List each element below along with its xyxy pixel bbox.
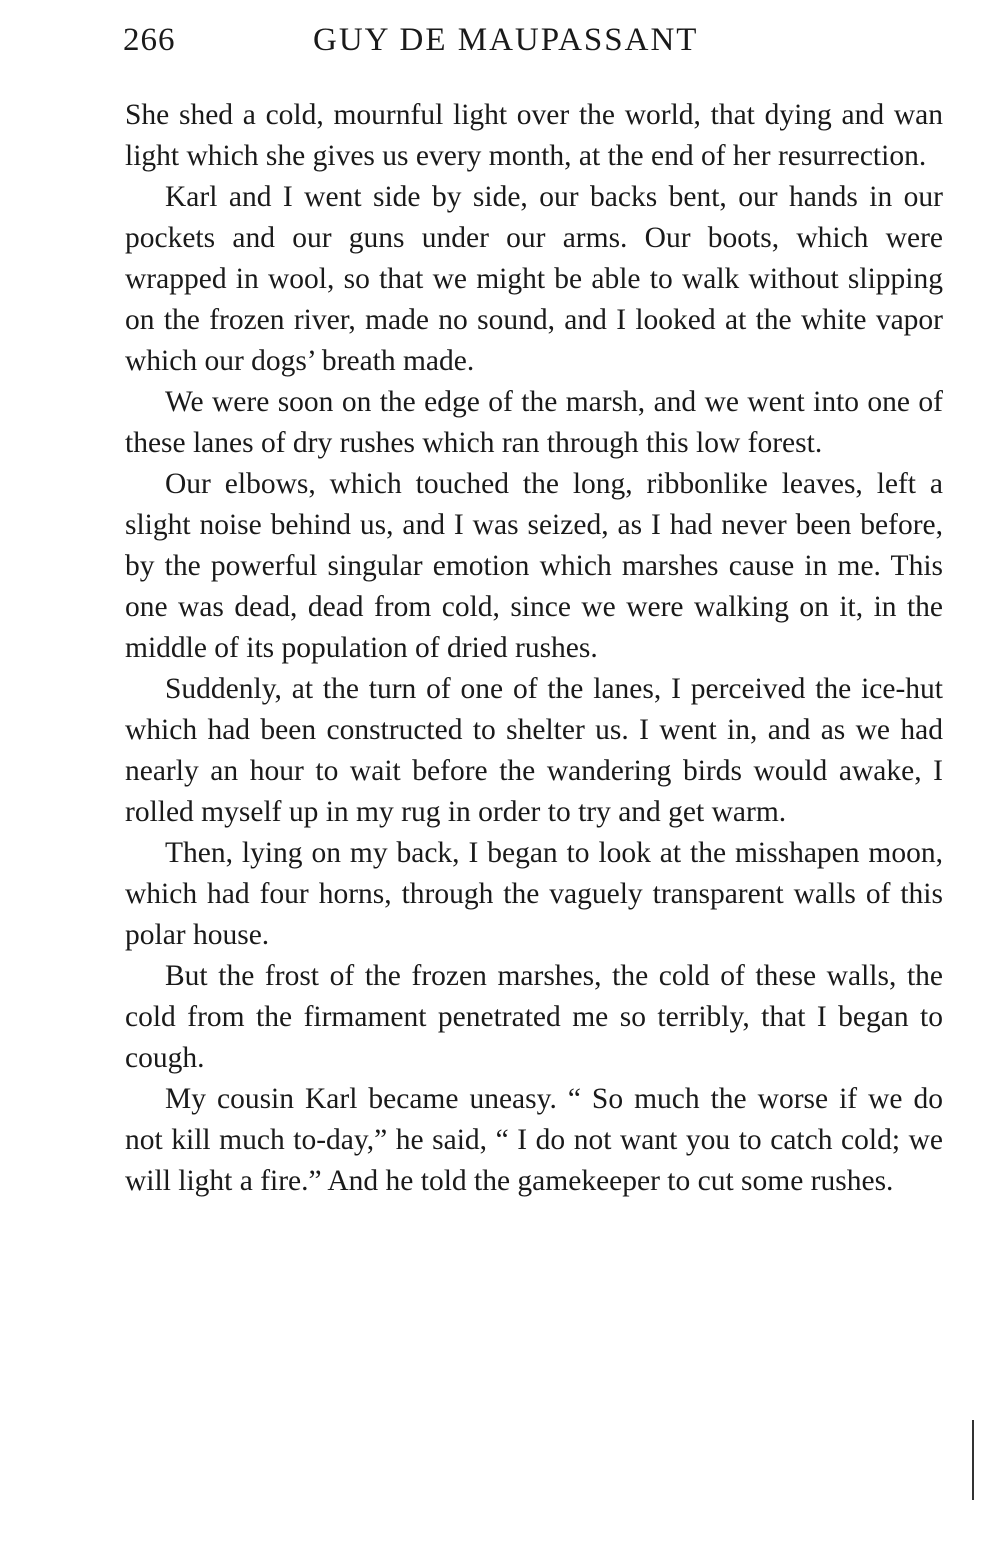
body-text — [125, 95, 943, 1202]
paragraph: We were soon on the edge of the marsh, and we went into one of these lanes of dry rushes which ran through this low forest. — [125, 386, 943, 459]
scan-edge-mark — [972, 1420, 974, 1500]
running-head — [123, 22, 943, 72]
paragraph: Suddenly, at the turn of one of the lanes, I perceived the ice-hut which had been constructed to shelter us. I went in, and as we had nearly an hour to wait before the wandering birds would awake, I rolled myself up in my rug in order to try and get warm. — [125, 673, 943, 828]
paragraph: Then, lying on my back, I began to look at the misshapen moon, which had four horns, through the vaguely transparent walls of this polar house. — [125, 837, 943, 951]
running-head-author: GUY DE MAUPASSANT — [313, 22, 699, 58]
paragraph: Karl and I went side by side, our backs bent, our hands in our pockets and our guns under our arms. Our boots, which were wrapped in wool, so that we might be able to walk without slipping on the frozen river, made no sound, and I looked at the white vapor which our dogs’ breath made. — [125, 181, 943, 377]
paragraph: But the frost of the frozen marshes, the cold of these walls, the cold from the firmament penetrated me so terribly, that I began to cough. — [125, 960, 943, 1074]
paragraph: She shed a cold, mournful light over the world, that dying and wan light which she gives us every month, at the end of her resurrection. — [125, 99, 943, 172]
paragraph: Our elbows, which touched the long, ribbonlike leaves, left a slight noise behind us, and I was seized, as I had never been before, by the powerful singular emotion which marshes cause in me. This one was dead, dead from cold, since we were walking on it, in the middle of its population of dried rushes. — [125, 468, 943, 664]
page-number: 266 — [123, 22, 176, 58]
paragraph: My cousin Karl became uneasy. “ So much the worse if we do not kill much to-day,” he said, “ I do not want you to catch cold; we will light a fire.” And he told the gamekeeper to cut some rushes. — [125, 1083, 943, 1197]
